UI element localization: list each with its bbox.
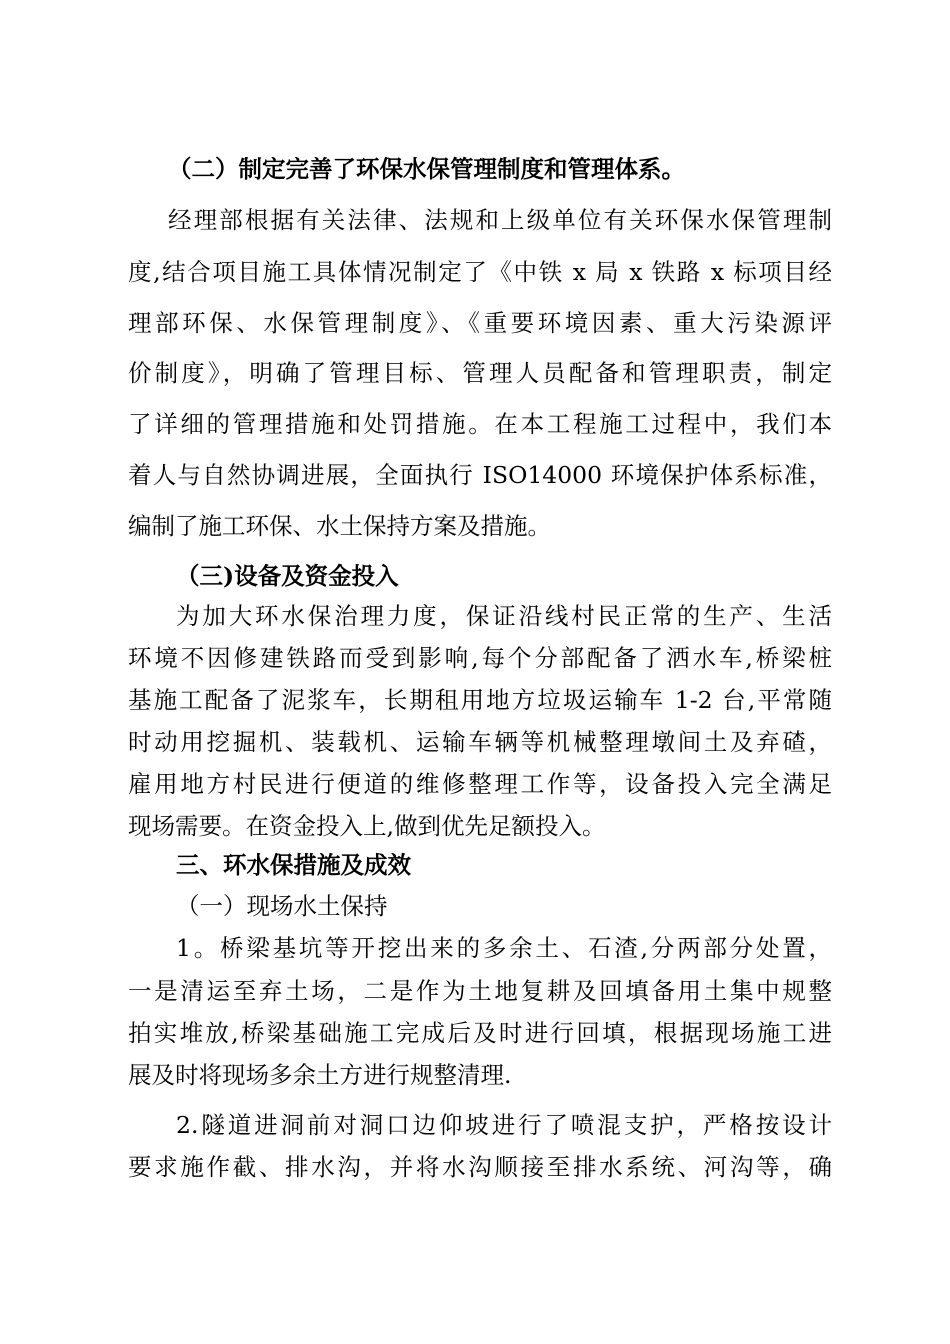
paragraph-line: 时动用挖掘机、装载机、运输车辆等机械整理墩间土及弃碴，	[128, 728, 832, 756]
paragraph-line: 环境不因修建铁路而受到影响,每个分部配备了洒水车,桥梁桩	[128, 644, 832, 672]
paragraph-line: 拍实堆放,桥梁基础施工完成后及时进行回填，根据现场施工进	[128, 1019, 832, 1047]
paragraph-line: 基施工配备了泥浆车，长期租用地方垃圾运输车 1-2 台,平常随	[128, 686, 832, 714]
subsection-1-heading: （一）现场水土保持	[176, 892, 388, 920]
paragraph-line: 价制度》，明确了管理目标、管理人员配备和管理职责，制定	[128, 359, 832, 387]
paragraph-line: 要求施作截、排水沟，并将水沟顺接至排水系统、河沟等，确	[128, 1153, 832, 1181]
paragraph-line: 为加大环水保治理力度，保证沿线村民正常的生产、生活	[176, 602, 832, 630]
paragraph-line: 雇用地方村民进行便道的维修整理工作等，设备投入完全满足	[128, 770, 832, 798]
paragraph-line: 编制了施工环保、水土保持方案及措施。	[128, 512, 551, 540]
paragraph-line: 2.隧道进洞前对洞口边仰坡进行了喷混支护，严格按设计	[176, 1111, 832, 1139]
paragraph-line: 现场需要。在资金投入上,做到优先足额投入。	[128, 812, 606, 840]
paragraph-line: 一是清运至弃土场，二是作为土地复耕及回填备用土集中规整	[128, 977, 832, 1005]
paragraph-line: 着人与自然协调进展，全面执行 ISO14000 环境保护体系标准，	[128, 461, 832, 489]
paragraph-line: 1。桥梁基坑等开挖出来的多余土、石渣,分两部分处置，	[176, 934, 832, 962]
paragraph-line: 展及时将现场多余土方进行规整清理.	[128, 1061, 512, 1089]
chapter-3-heading: 三、环水保措施及成效	[176, 851, 411, 879]
paragraph-line: 经理部根据有关法律、法规和上级单位有关环保水保管理制	[168, 206, 832, 234]
section-3-heading: （三)设备及资金投入	[176, 562, 399, 590]
paragraph-line: 理部环保、水保管理制度》、《重要环境因素、重大污染源评	[128, 309, 832, 337]
section-2-heading: （二）制定完善了环保水保管理制度和管理体系。	[168, 155, 685, 183]
paragraph-line: 了详细的管理措施和处罚措施。在本工程施工过程中，我们本	[128, 410, 832, 438]
paragraph-line: 度,结合项目施工具体情况制定了《中铁 x 局 x 铁路 x 标项目经	[128, 258, 832, 286]
